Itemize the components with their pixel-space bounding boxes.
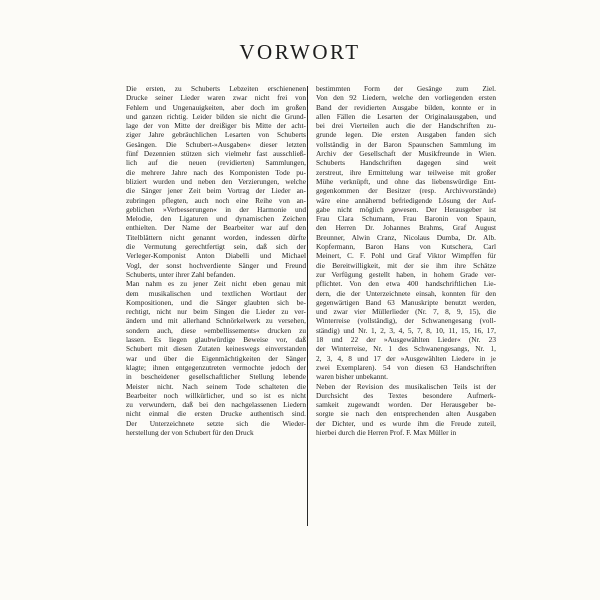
text-line: Schuberts Handschriften dagegen sind weit <box>316 158 496 168</box>
text-line: Man nahm es zu jener Zeit nicht eben genau mit <box>126 279 306 289</box>
text-line: Gesängen. Die Schubert-»Ausgaben« dieser letzten <box>126 139 306 149</box>
text-line: samkeit zugewandt worden. Der Herausgeber be- <box>316 400 496 410</box>
text-line: Der Unterzeichnete setzte sich die Wieder- <box>126 418 306 428</box>
text-line: fünf Dezennien stützen sich vielmehr fast ausschließ- <box>126 149 306 159</box>
text-line: den Herren Dr. Johannes Brahms, Graf August <box>316 223 496 233</box>
text-line: bliziert wurden und neben den Verzierungen, welche <box>126 176 306 186</box>
text-line: Kopfermann, Baron Hans von Kutschera, Carl <box>316 242 496 252</box>
text-line: bestimmten Form der Gesänge zum Ziel. <box>316 84 496 93</box>
text-line: lassen. Es liegen glaubwürdige Beweise vor, daß <box>126 335 306 345</box>
text-line: Schuberts, unter ihrer Zahl befanden. <box>126 269 236 279</box>
text-line: gegenwärtigen Band 63 Manuskripte benutzt werden, <box>316 297 496 307</box>
text-line: dern, die der Unterzeichnete einsah, konnten für den <box>316 288 496 298</box>
text-line: die Vermutung gerechtfertigt sein, daß sich der <box>126 242 306 252</box>
text-line: Band der revidierten Ausgabe bilden, konnte er in <box>316 102 496 112</box>
text-line: hierbei durch die Herren Prof. F. Max Müller in <box>316 427 457 437</box>
text-line: allen Fällen die Lesarten der Originalausgaben, und <box>316 111 496 121</box>
text-line: sorgte sie nach den entsprechenden alten Ausgaben <box>316 409 496 419</box>
text-line: der Dichter, und es wurde ihm die Freude zuteil, <box>316 418 496 428</box>
text-line: dem musikalischen und textlichen Wortlaut der <box>126 288 306 298</box>
text-line: ziger Jahre gebräuchlichen Lesarten von Schuberts <box>126 130 306 140</box>
text-line: ändern und mit allerhand Schnörkelwerk zu versehen, <box>126 316 306 326</box>
text-line: Schubert mit diesen Zutaten keineswegs einverstanden <box>126 344 306 354</box>
text-line: Neben der Revision des musikalischen Teils ist der <box>316 381 496 391</box>
text-line: Drucke seiner Lieder waren zwar nicht frei von <box>126 93 306 103</box>
text-line: waren bisher unbekannt. <box>316 372 388 382</box>
text-line: Fehlern und Ungenauigkeiten, aber doch im großen <box>126 102 306 112</box>
column-divider <box>307 86 308 526</box>
text-line: Bearbeiter noch willkürlicher, und so ist es nicht <box>126 390 306 400</box>
text-line: pflichtet. Von den etwa 400 handschriftlichen Lie- <box>316 279 496 289</box>
text-line: Von den 92 Liedern, welche den vorliegenden ersten <box>316 93 496 103</box>
text-line: zwei Exemplaren). 54 von diesen 63 Handschriften <box>316 362 496 372</box>
text-line: ständig) und Nr. 1, 2, 3, 4, 5, 7, 8, 10, 11, 15, 16, 17, <box>316 325 496 335</box>
text-line: lage der von Mitte der dreißiger bis Mitte der acht- <box>126 121 306 131</box>
text-line: geblichen »Verbesserungen« in der Harmonie und <box>126 204 306 214</box>
text-line: und ganzen richtig. Leider bilden sie nicht die Grund- <box>126 111 306 121</box>
text-line: lich auf die neuen (revidierten) Sammlungen, <box>126 158 306 168</box>
text-line: Titelblättern nicht genannt worden, indessen dürfte <box>126 232 306 242</box>
text-line: grunde legen. Die ersten Ausgaben fanden sich <box>316 130 496 140</box>
text-line: Melodie, den Ligaturen und dynamischen Zeichen <box>126 214 306 224</box>
text-line: in bescheidener gesellschaftlicher Stellung lebende <box>126 372 306 382</box>
text-line: die Sänger jener Zeit beim Vortrag der Lieder an- <box>126 186 306 196</box>
text-column-left <box>126 84 306 437</box>
text-line: der Winterreise, Nr. 1 des Schwanengesangs, Nr. 1, <box>316 344 496 354</box>
text-line: gegenkommen der Besitzer (resp. Archivvorstände) <box>316 186 496 196</box>
text-line: Die ersten, zu Schuberts Lebzeiten erschienenen <box>126 84 306 93</box>
text-line: bei drei Vierteilen auch die der Handschriften zu- <box>316 121 496 131</box>
text-column-right <box>316 84 496 437</box>
text-line: zubringen pflegten, auch noch eine Reihe von an- <box>126 195 306 205</box>
page-title: VORWORT <box>239 40 361 64</box>
text-line: Kompositionen, und die Sänger glaubten sich be- <box>126 297 306 307</box>
text-line: rechtigt, nicht nur beim Singen die Lieder zu ver- <box>126 307 306 317</box>
text-line: enthielten. Der Name der Bearbeiter war auf den <box>126 223 306 233</box>
text-line: war und über die Eigenmächtigkeiten der Sänger <box>126 353 306 363</box>
text-line: Verleger-Komponist Anton Diabelli und Michael <box>126 251 306 261</box>
text-line: Durchsicht des Textes besondere Aufmerk- <box>316 390 496 400</box>
text-line: nicht einmal die ersten Drucke authentisch sind. <box>126 409 306 419</box>
text-line: wäre eine annähernd befriedigende Lösung der Auf- <box>316 195 496 205</box>
text-line: Meinert, C. F. Pohl und Graf Viktor Wimpffen für <box>316 251 496 261</box>
text-line: die Bereitwilligkeit, mit der sie ihm ihre Schätze <box>316 260 496 270</box>
text-line: 2, 3, 4, 8 und 17 der »Ausgewählten Lieder« in je <box>316 353 496 363</box>
text-line: klagte; ihnen entgegenzutreten vermochte jedoch der <box>126 362 306 372</box>
text-line: zerstreut, ihre Ermittelung war teilweise mit großer <box>316 167 496 177</box>
text-line: zu verwundern, daß bei den nachgelassenen Liedern <box>126 400 306 410</box>
text-line: sondern auch, diese »embellissements« drucken zu <box>126 325 306 335</box>
text-line: Mühe verknüpft, und ohne das liebenswürdige Ent- <box>316 176 496 186</box>
text-line: Vogl, der sonst hochverdiente Sänger und Freund <box>126 260 306 270</box>
text-line: zur Verfügung gestellt haben, in hohem Grade ver- <box>316 269 496 279</box>
text-line: und zwar vier Müllerlieder (Nr. 7, 8, 9, 15), die <box>316 307 496 317</box>
text-line: 18 und 22 der »Ausgewählten Lieder« (Nr. 23 <box>316 335 496 345</box>
text-line: Frau Clara Schumann, Frau Baronin von Spaun, <box>316 214 496 224</box>
text-line: Meister nicht. Nach seinem Tode schalteten die <box>126 381 306 391</box>
text-line: Winterreise (vollständig), der Schwanengesang (voll- <box>316 316 496 326</box>
text-line: herstellung der von Schubert für den Druck <box>126 427 254 437</box>
text-line: vollständig in der Baron Spaunschen Sammlung im <box>316 139 496 149</box>
text-line: die mehrere Jahre nach des Komponisten Tode pu- <box>126 167 306 177</box>
text-line: gabe nicht möglich gewesen. Der Herausgeber ist <box>316 204 496 214</box>
text-line: Archiv der Gesellschaft der Musikfreunde in Wien. <box>316 149 496 159</box>
text-line: Breunner, Alwin Cranz, Nicolaus Dumba, Dr. Alb. <box>316 232 496 242</box>
